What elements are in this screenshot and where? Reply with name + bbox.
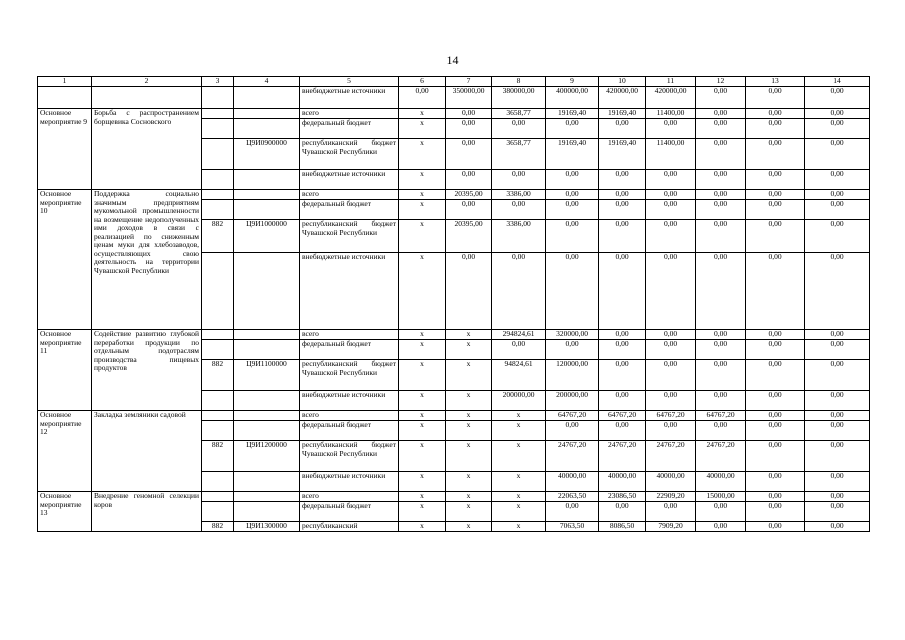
- funding-source: всего: [300, 492, 399, 502]
- amount-cell: 200000,00: [492, 391, 546, 411]
- amount-cell: 0,00: [599, 200, 646, 220]
- amount-cell: 0,00: [696, 87, 746, 109]
- amount-cell: 64767,20: [696, 411, 746, 421]
- amount-cell: 0,00: [599, 119, 646, 139]
- amount-cell: x: [399, 441, 446, 472]
- amount-cell: 0,00: [746, 220, 805, 253]
- responsible-code: [202, 109, 234, 119]
- amount-cell: x: [492, 441, 546, 472]
- column-header: 3: [202, 77, 234, 87]
- amount-cell: 0,00: [696, 109, 746, 119]
- responsible-code: [202, 421, 234, 441]
- amount-cell: x: [492, 472, 546, 492]
- amount-cell: 0,00: [746, 139, 805, 170]
- responsible-code: [202, 502, 234, 522]
- target-article-code: Ц9И1300000: [234, 522, 300, 532]
- column-header: 9: [546, 77, 599, 87]
- amount-cell: 0,00: [805, 253, 870, 330]
- amount-cell: 7063,50: [546, 522, 599, 532]
- amount-cell: 94824,61: [492, 360, 546, 391]
- column-header: 1: [38, 77, 92, 87]
- amount-cell: 0,00: [696, 139, 746, 170]
- responsible-code: [202, 391, 234, 411]
- responsible-code: [202, 139, 234, 170]
- amount-cell: 0,00: [805, 220, 870, 253]
- amount-cell: 3386,00: [492, 220, 546, 253]
- amount-cell: 0,00: [696, 391, 746, 411]
- target-article-code: [234, 502, 300, 522]
- amount-cell: 0,00: [805, 421, 870, 441]
- amount-cell: 0,00: [492, 119, 546, 139]
- amount-cell: 0,00: [746, 170, 805, 190]
- amount-cell: 8086,50: [599, 522, 646, 532]
- amount-cell: 0,00: [492, 340, 546, 360]
- amount-cell: 11400,00: [646, 139, 696, 170]
- measure-name: [38, 87, 92, 109]
- column-header: 8: [492, 77, 546, 87]
- funding-source: федеральный бюджет: [300, 340, 399, 360]
- funding-source: федеральный бюджет: [300, 119, 399, 139]
- amount-cell: 320000,00: [546, 330, 599, 340]
- amount-cell: 0,00: [546, 502, 599, 522]
- amount-cell: x: [399, 190, 446, 200]
- amount-cell: 15000,00: [696, 492, 746, 502]
- amount-cell: 380000,00: [492, 87, 546, 109]
- amount-cell: 0,00: [446, 200, 492, 220]
- table-row: [38, 87, 870, 109]
- amount-cell: 0,00: [805, 472, 870, 492]
- amount-cell: 0,00: [746, 253, 805, 330]
- funding-source: федеральный бюджет: [300, 200, 399, 220]
- amount-cell: 40000,00: [646, 472, 696, 492]
- target-article-code: Ц9И1200000: [234, 441, 300, 472]
- amount-cell: 0,00: [696, 502, 746, 522]
- column-header: 13: [746, 77, 805, 87]
- amount-cell: 64767,20: [599, 411, 646, 421]
- amount-cell: 0,00: [646, 220, 696, 253]
- funding-source: внебюджетные источники: [300, 472, 399, 492]
- measure-name: Основное мероприятие 12: [38, 411, 92, 492]
- amount-cell: 0,00: [746, 360, 805, 391]
- funding-source: всего: [300, 109, 399, 119]
- amount-cell: x: [492, 492, 546, 502]
- amount-cell: 40000,00: [696, 472, 746, 492]
- amount-cell: 0,00: [746, 411, 805, 421]
- amount-cell: 3658,77: [492, 139, 546, 170]
- amount-cell: x: [446, 492, 492, 502]
- amount-cell: 64767,20: [546, 411, 599, 421]
- amount-cell: 0,00: [805, 170, 870, 190]
- amount-cell: 0,00: [696, 190, 746, 200]
- amount-cell: 0,00: [805, 522, 870, 532]
- amount-cell: x: [446, 421, 492, 441]
- amount-cell: 0,00: [546, 253, 599, 330]
- responsible-code: 882: [202, 522, 234, 532]
- amount-cell: 0,00: [646, 502, 696, 522]
- amount-cell: 0,00: [746, 340, 805, 360]
- table-row: [38, 109, 870, 119]
- amount-cell: 7909,20: [646, 522, 696, 532]
- column-header: 11: [646, 77, 696, 87]
- amount-cell: 22063,50: [546, 492, 599, 502]
- amount-cell: 0,00: [599, 190, 646, 200]
- amount-cell: 0,00: [746, 441, 805, 472]
- amount-cell: 19169,40: [546, 139, 599, 170]
- column-header: 2: [92, 77, 202, 87]
- amount-cell: x: [399, 119, 446, 139]
- column-header: 12: [696, 77, 746, 87]
- amount-cell: 0,00: [646, 340, 696, 360]
- amount-cell: x: [399, 522, 446, 532]
- funding-source: республиканский бюджет Чувашской Республики: [300, 441, 399, 472]
- amount-cell: 19169,40: [599, 109, 646, 119]
- amount-cell: 0,00: [805, 411, 870, 421]
- amount-cell: 0,00: [805, 391, 870, 411]
- amount-cell: 0,00: [805, 200, 870, 220]
- column-header: 14: [805, 77, 870, 87]
- target-article-code: [234, 472, 300, 492]
- table-row: [38, 190, 870, 200]
- amount-cell: 0,00: [599, 502, 646, 522]
- amount-cell: 0,00: [805, 190, 870, 200]
- amount-cell: x: [399, 391, 446, 411]
- amount-cell: 0,00: [696, 522, 746, 532]
- amount-cell: x: [399, 109, 446, 119]
- amount-cell: 0,00: [446, 109, 492, 119]
- responsible-code: [202, 340, 234, 360]
- amount-cell: 0,00: [646, 119, 696, 139]
- responsible-code: 882: [202, 360, 234, 391]
- funding-source: всего: [300, 330, 399, 340]
- measure-description: Содействие развитию глубокой переработки продукции по отдельным подотраслям производства пищевых продуктов: [92, 330, 202, 411]
- amount-cell: 0,00: [746, 421, 805, 441]
- amount-cell: 0,00: [646, 253, 696, 330]
- amount-cell: 0,00: [446, 170, 492, 190]
- amount-cell: x: [492, 522, 546, 532]
- amount-cell: x: [399, 492, 446, 502]
- responsible-code: 882: [202, 441, 234, 472]
- amount-cell: 420000,00: [646, 87, 696, 109]
- amount-cell: 0,00: [805, 340, 870, 360]
- target-article-code: [234, 340, 300, 360]
- target-article-code: Ц9И1000000: [234, 220, 300, 253]
- amount-cell: 0,00: [546, 119, 599, 139]
- column-header: 10: [599, 77, 646, 87]
- table-row: [38, 411, 870, 421]
- amount-cell: x: [399, 253, 446, 330]
- amount-cell: 0,00: [746, 391, 805, 411]
- amount-cell: 0,00: [696, 330, 746, 340]
- column-header: 6: [399, 77, 446, 87]
- amount-cell: 0,00: [746, 502, 805, 522]
- target-article-code: Ц9И0900000: [234, 139, 300, 170]
- column-header: 7: [446, 77, 492, 87]
- measure-description: [92, 87, 202, 109]
- amount-cell: x: [399, 421, 446, 441]
- funding-source: республиканский бюджет Чувашской Республики: [300, 360, 399, 391]
- amount-cell: 0,00: [646, 360, 696, 391]
- measure-name: Основное мероприятие 9: [38, 109, 92, 190]
- amount-cell: 24767,20: [646, 441, 696, 472]
- target-article-code: Ц9И1100000: [234, 360, 300, 391]
- amount-cell: 64767,20: [646, 411, 696, 421]
- amount-cell: 0,00: [546, 340, 599, 360]
- amount-cell: 40000,00: [599, 472, 646, 492]
- funding-source: внебюджетные источники: [300, 87, 399, 109]
- amount-cell: 0,00: [696, 170, 746, 190]
- amount-cell: 0,00: [599, 170, 646, 190]
- funding-source: всего: [300, 190, 399, 200]
- funding-source: федеральный бюджет: [300, 502, 399, 522]
- amount-cell: x: [446, 441, 492, 472]
- amount-cell: 0,00: [546, 421, 599, 441]
- amount-cell: 0,00: [646, 200, 696, 220]
- target-article-code: [234, 200, 300, 220]
- responsible-code: [202, 330, 234, 340]
- amount-cell: x: [399, 200, 446, 220]
- target-article-code: [234, 421, 300, 441]
- amount-cell: 0,00: [746, 190, 805, 200]
- amount-cell: 3658,77: [492, 109, 546, 119]
- amount-cell: 0,00: [399, 87, 446, 109]
- amount-cell: 0,00: [546, 170, 599, 190]
- amount-cell: x: [492, 411, 546, 421]
- responsible-code: [202, 472, 234, 492]
- page-number: 14: [446, 53, 459, 67]
- amount-cell: x: [446, 411, 492, 421]
- amount-cell: 0,00: [646, 170, 696, 190]
- amount-cell: 0,00: [492, 170, 546, 190]
- funding-source: внебюджетные источники: [300, 253, 399, 330]
- funding-source: внебюджетные источники: [300, 170, 399, 190]
- amount-cell: 294824,61: [492, 330, 546, 340]
- amount-cell: 0,00: [805, 119, 870, 139]
- target-article-code: [234, 87, 300, 109]
- amount-cell: x: [492, 421, 546, 441]
- amount-cell: 120000,00: [546, 360, 599, 391]
- responsible-code: [202, 200, 234, 220]
- amount-cell: x: [446, 330, 492, 340]
- measure-description: Поддержка социально значимым предприятиям мукомольной промышленности на возмещение недополученных ими доходов в связи с реализацией по сниженным ценам муки для хлебозаводов, осуществляющих свою деятельность на территории Чувашской Республики: [92, 190, 202, 330]
- amount-cell: x: [399, 340, 446, 360]
- measure-description: Закладка земляники садовой: [92, 411, 202, 492]
- amount-cell: x: [399, 502, 446, 522]
- measure-name: Основное мероприятие 13: [38, 492, 92, 532]
- amount-cell: 0,00: [746, 87, 805, 109]
- amount-cell: 0,00: [805, 109, 870, 119]
- amount-cell: 400000,00: [546, 87, 599, 109]
- amount-cell: 0,00: [696, 360, 746, 391]
- amount-cell: 0,00: [546, 220, 599, 253]
- amount-cell: x: [446, 472, 492, 492]
- target-article-code: [234, 119, 300, 139]
- amount-cell: 0,00: [696, 340, 746, 360]
- amount-cell: 0,00: [492, 253, 546, 330]
- measure-name: Основное мероприятие 11: [38, 330, 92, 411]
- amount-cell: 24767,20: [546, 441, 599, 472]
- amount-cell: 0,00: [746, 522, 805, 532]
- amount-cell: 19169,40: [546, 109, 599, 119]
- funding-source: республиканский: [300, 522, 399, 532]
- amount-cell: 0,00: [805, 492, 870, 502]
- amount-cell: 23086,50: [599, 492, 646, 502]
- column-header: 4: [234, 77, 300, 87]
- amount-cell: 0,00: [805, 360, 870, 391]
- table-header-row: [38, 77, 870, 87]
- amount-cell: 19169,40: [599, 139, 646, 170]
- amount-cell: 0,00: [599, 360, 646, 391]
- responsible-code: 882: [202, 220, 234, 253]
- responsible-code: [202, 411, 234, 421]
- amount-cell: 0,00: [805, 441, 870, 472]
- amount-cell: 0,00: [805, 87, 870, 109]
- amount-cell: 3386,00: [492, 190, 546, 200]
- amount-cell: 350000,00: [446, 87, 492, 109]
- amount-cell: 0,00: [599, 220, 646, 253]
- amount-cell: 0,00: [696, 253, 746, 330]
- amount-cell: x: [446, 340, 492, 360]
- amount-cell: 0,00: [599, 330, 646, 340]
- amount-cell: x: [399, 472, 446, 492]
- measure-name: Основное мероприятие 10: [38, 190, 92, 330]
- amount-cell: x: [446, 522, 492, 532]
- target-article-code: [234, 170, 300, 190]
- funding-source: республиканский бюджет Чувашской Республики: [300, 220, 399, 253]
- amount-cell: 24767,20: [696, 441, 746, 472]
- amount-cell: 0,00: [746, 472, 805, 492]
- measure-description: Борьба с распространением борщевика Сосновского: [92, 109, 202, 190]
- amount-cell: 0,00: [746, 200, 805, 220]
- amount-cell: x: [399, 360, 446, 391]
- responsible-code: [202, 119, 234, 139]
- target-article-code: [234, 330, 300, 340]
- amount-cell: 0,00: [599, 340, 646, 360]
- amount-cell: x: [399, 220, 446, 253]
- amount-cell: 0,00: [446, 139, 492, 170]
- target-article-code: [234, 109, 300, 119]
- amount-cell: 20395,00: [446, 190, 492, 200]
- amount-cell: 20395,00: [446, 220, 492, 253]
- responsible-code: [202, 253, 234, 330]
- responsible-code: [202, 87, 234, 109]
- amount-cell: x: [399, 139, 446, 170]
- amount-cell: x: [399, 411, 446, 421]
- amount-cell: 0,00: [599, 421, 646, 441]
- target-article-code: [234, 190, 300, 200]
- amount-cell: 0,00: [646, 421, 696, 441]
- amount-cell: 0,00: [599, 253, 646, 330]
- amount-cell: 0,00: [696, 220, 746, 253]
- amount-cell: 40000,00: [546, 472, 599, 492]
- responsible-code: [202, 190, 234, 200]
- target-article-code: [234, 391, 300, 411]
- amount-cell: 11400,00: [646, 109, 696, 119]
- amount-cell: 0,00: [746, 119, 805, 139]
- amount-cell: 0,00: [805, 139, 870, 170]
- column-header: 5: [300, 77, 399, 87]
- funding-source: республиканский бюджет Чувашской Республики: [300, 139, 399, 170]
- amount-cell: 0,00: [805, 502, 870, 522]
- amount-cell: 0,00: [546, 190, 599, 200]
- amount-cell: 0,00: [746, 330, 805, 340]
- amount-cell: 0,00: [646, 190, 696, 200]
- amount-cell: 0,00: [805, 330, 870, 340]
- amount-cell: 0,00: [696, 200, 746, 220]
- amount-cell: x: [446, 391, 492, 411]
- amount-cell: 24767,20: [599, 441, 646, 472]
- amount-cell: 0,00: [446, 253, 492, 330]
- amount-cell: 0,00: [492, 200, 546, 220]
- amount-cell: 0,00: [646, 391, 696, 411]
- amount-cell: 200000,00: [546, 391, 599, 411]
- amount-cell: 0,00: [696, 119, 746, 139]
- amount-cell: 0,00: [746, 492, 805, 502]
- table-row: [38, 330, 870, 340]
- responsible-code: [202, 492, 234, 502]
- amount-cell: x: [446, 360, 492, 391]
- amount-cell: x: [399, 330, 446, 340]
- amount-cell: 420000,00: [599, 87, 646, 109]
- target-article-code: [234, 253, 300, 330]
- table-row: [38, 492, 870, 502]
- amount-cell: x: [399, 170, 446, 190]
- amount-cell: x: [492, 502, 546, 522]
- funding-source: федеральный бюджет: [300, 421, 399, 441]
- budget-table: [37, 76, 870, 532]
- amount-cell: 0,00: [646, 330, 696, 340]
- funding-source: внебюджетные источники: [300, 391, 399, 411]
- responsible-code: [202, 170, 234, 190]
- target-article-code: [234, 411, 300, 421]
- amount-cell: x: [446, 502, 492, 522]
- amount-cell: 0,00: [546, 200, 599, 220]
- amount-cell: 22909,20: [646, 492, 696, 502]
- amount-cell: 0,00: [746, 109, 805, 119]
- funding-source: всего: [300, 411, 399, 421]
- measure-description: Внедрение геномной селекции коров: [92, 492, 202, 532]
- amount-cell: 0,00: [599, 391, 646, 411]
- target-article-code: [234, 492, 300, 502]
- amount-cell: 0,00: [446, 119, 492, 139]
- amount-cell: 0,00: [696, 421, 746, 441]
